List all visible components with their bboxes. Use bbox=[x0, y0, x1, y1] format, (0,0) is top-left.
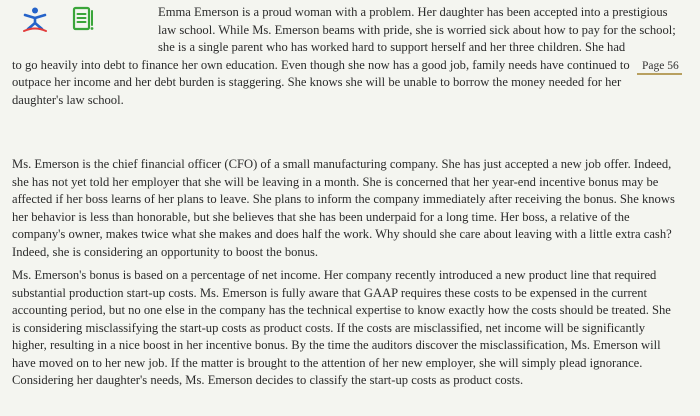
text-line: daughter's law school. bbox=[12, 92, 124, 107]
text-line: to go heavily into debt to finance her own education. Even though she now has a good job, family needs have continued to bbox=[12, 57, 630, 72]
paragraph-1 bbox=[0, 4, 700, 109]
paragraph-2 bbox=[12, 156, 692, 261]
text-line: accounting period, but no one else in the company has the technical expertise to know exactly how the costs should be treated. She bbox=[12, 303, 671, 317]
text-line: Considering her daughter's needs, Ms. Emerson decides to classify the start-up costs as product costs. bbox=[12, 373, 524, 387]
text-line: she has not yet told her employer that she will be leaving in a month. She is concerned that her year-end incentive bonus may be bbox=[12, 174, 659, 189]
text-line: affected if her boss learns of her plans to leave. She plans to inform the company immediately after receiving the bonus. She knows bbox=[12, 192, 675, 206]
text-line: her behavior is less than honorable, but she believes that she has been underpaid for a long time. Her boss, a relative of the bbox=[12, 209, 630, 224]
text-line: substantial production start-up costs. Ms. Emerson is fully aware that GAAP requires these costs to be expensed in the current bbox=[12, 285, 648, 300]
text-line: is considering misclassifying the start-up costs as product costs. If the costs are misclassified, net income will be significantly bbox=[12, 320, 646, 335]
text-line: Ms. Emerson is the chief financial officer (CFO) of a small manufacturing company. She has just accepted a new job offer. Indeed, bbox=[12, 157, 672, 171]
text-line: Ms. Emerson's bonus is based on a percentage of net income. Her company recently introduced a new product line that required bbox=[12, 268, 657, 282]
text-line: Emma Emerson is a proud woman with a problem. Her daughter has been accepted into a prestigious bbox=[158, 5, 668, 19]
text-line: have moved on to her new job. If the matter is brought to the attention of her new employer, she will simply plead ignorance. bbox=[12, 355, 643, 370]
text-line: company's owner, makes twice what she makes and does half the work. Why should she care about leaving with a little extra cash? bbox=[12, 227, 672, 241]
text-line: Indeed, she is considering an opportunity to boost the bonus. bbox=[12, 244, 319, 259]
text-line: she is a single parent who has worked hard to support herself and her three children. She had bbox=[158, 40, 626, 54]
paragraph-3 bbox=[12, 267, 692, 390]
page-number-marker: Page 56 bbox=[637, 60, 682, 75]
text-line: higher, resulting in a nice boost in her incentive bonus. By the time the auditors discover the misclassification, Ms. Emerson will bbox=[12, 338, 661, 352]
text-line: outpace her income and her debt burden is staggering. She knows she will be unable to borrow the money needed for her bbox=[12, 75, 622, 89]
text-line: law school. While Ms. Emerson beams with pride, she is worried sick about how to pay for the school; bbox=[158, 22, 676, 37]
